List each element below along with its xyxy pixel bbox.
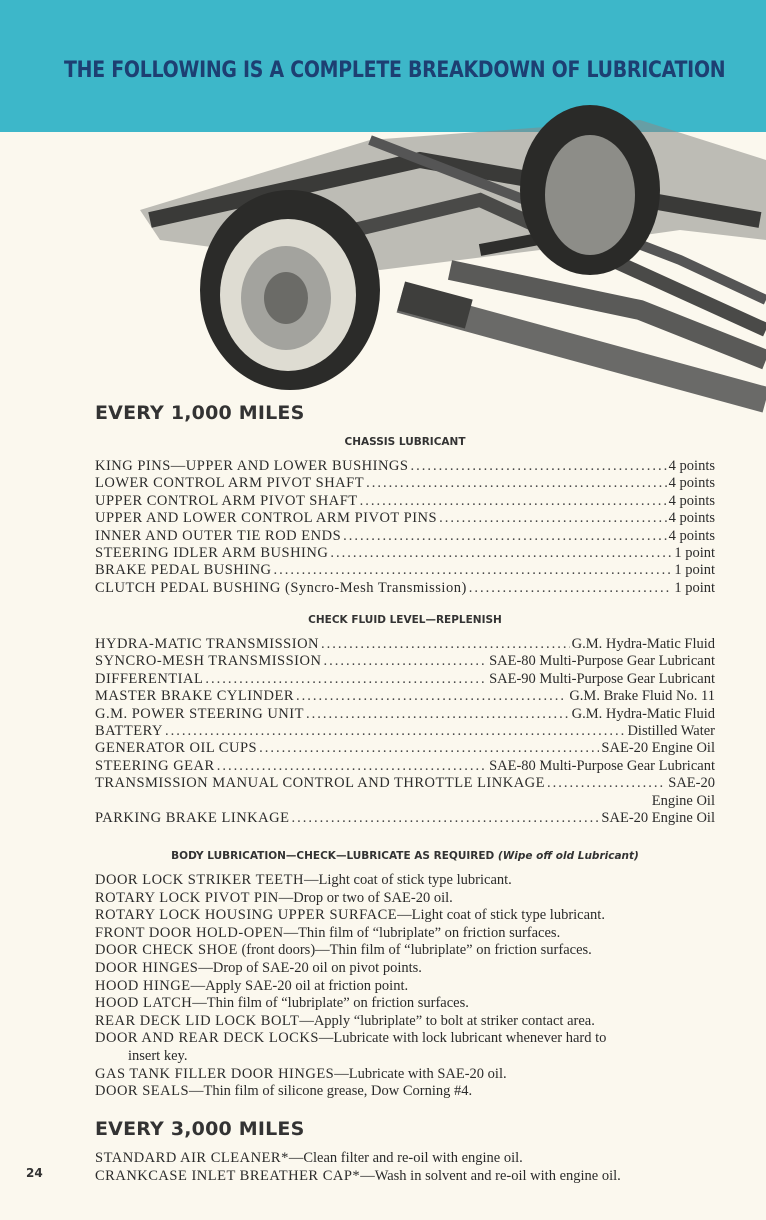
list-item: LOWER CONTROL ARM PIVOT SHAFT ..... 4 points bbox=[95, 475, 715, 492]
list-item: GENERATOR OIL CUPS ..... SAE-20 Engine Oil bbox=[95, 740, 715, 757]
list-item: DOOR AND REAR DECK LOCKS—Lubricate with lock lubricant whenever hard to insert key. bbox=[95, 1030, 607, 1064]
list-item: INNER AND OUTER TIE ROD ENDS ..... 4 points bbox=[95, 528, 715, 545]
list-item-continuation: Engine Oil bbox=[651, 792, 715, 809]
list-item: MASTER BRAKE CYLINDER ..... G.M. Brake Fluid No. 11 bbox=[95, 688, 715, 705]
list-item: CRANKCASE INLET BREATHER CAP*—Wash in solvent and re-oil with engine oil. bbox=[95, 1167, 621, 1184]
chassis-lubricant-list bbox=[95, 458, 715, 597]
list-item: DOOR LOCK STRIKER TEETH—Light coat of stick type lubricant. bbox=[95, 872, 512, 888]
list-item: DOOR HINGES—Drop of SAE-20 oil on pivot points. bbox=[95, 959, 422, 976]
body-lubrication-list bbox=[95, 872, 720, 1101]
section-heading-3000-miles: EVERY 3,000 MILES bbox=[95, 1118, 305, 1140]
list-item: BATTERY ..... Distilled Water bbox=[95, 723, 715, 740]
list-item: UPPER CONTROL ARM PIVOT SHAFT ..... 4 points bbox=[95, 493, 715, 510]
list-item: ROTARY LOCK PIVOT PIN—Drop or two of SAE-20 oil. bbox=[95, 889, 453, 906]
3000-miles-list bbox=[95, 1150, 720, 1185]
list-item: UPPER AND LOWER CONTROL ARM PIVOT PINS ..... 4 points bbox=[95, 510, 715, 527]
chassis-illustration bbox=[120, 100, 766, 430]
list-item: STEERING IDLER ARM BUSHING ..... 1 point bbox=[95, 545, 715, 562]
list-item: FRONT DOOR HOLD-OPEN—Thin film of “lubriplate” on friction surfaces. bbox=[95, 924, 561, 941]
list-item: G.M. POWER STEERING UNIT ..... G.M. Hydra-Matic Fluid bbox=[95, 706, 715, 723]
fluid-level-heading: CHECK FLUID LEVEL—REPLENISH bbox=[308, 614, 502, 626]
chassis-lubricant-heading: CHASSIS LUBRICANT bbox=[344, 436, 466, 448]
list-item: STANDARD AIR CLEANER*—Clean filter and re-oil with engine oil. bbox=[95, 1150, 523, 1166]
page-number: 24 bbox=[26, 1166, 43, 1180]
list-item: CLUTCH PEDAL BUSHING (Syncro-Mesh Transmission) ..... 1 point bbox=[95, 580, 715, 597]
section-heading-1000-miles: EVERY 1,000 MILES bbox=[95, 402, 305, 424]
list-item: DIFFERENTIAL ..... SAE-90 Multi-Purpose Gear Lubricant bbox=[95, 671, 715, 688]
list-item: REAR DECK LID LOCK BOLT—Apply “lubriplate” to bolt at striker contact area. bbox=[95, 1012, 595, 1029]
list-item: DOOR SEALS—Thin film of silicone grease, Dow Corning #4. bbox=[95, 1083, 473, 1100]
list-item: HOOD HINGE—Apply SAE-20 oil at friction point. bbox=[95, 977, 409, 994]
page-title: THE FOLLOWING IS A COMPLETE BREAKDOWN OF LUBRICATION bbox=[64, 58, 726, 83]
list-item: PARKING BRAKE LINKAGE ..... SAE-20 Engine Oil bbox=[95, 810, 715, 827]
list-item: KING PINS—UPPER AND LOWER BUSHINGS ..... 4 points bbox=[95, 458, 715, 475]
list-item: HYDRA-MATIC TRANSMISSION ..... G.M. Hydra-Matic Fluid bbox=[95, 636, 715, 653]
list-item: DOOR CHECK SHOE (front doors)—Thin film of “lubriplate” on friction surfaces. bbox=[95, 942, 592, 959]
list-item: ROTARY LOCK HOUSING UPPER SURFACE—Light coat of stick type lubricant. bbox=[95, 907, 605, 924]
fluid-level-list bbox=[95, 636, 715, 827]
list-item: GAS TANK FILLER DOOR HINGES—Lubricate with SAE-20 oil. bbox=[95, 1065, 507, 1082]
list-item: SYNCRO-MESH TRANSMISSION ..... SAE-80 Multi-Purpose Gear Lubricant bbox=[95, 653, 715, 670]
list-item: TRANSMISSION MANUAL CONTROL AND THROTTLE LINKAGE ..... SAE-20 bbox=[95, 775, 715, 792]
list-item: STEERING GEAR ..... SAE-80 Multi-Purpose Gear Lubricant bbox=[95, 758, 715, 775]
list-item: BRAKE PEDAL BUSHING ..... 1 point bbox=[95, 562, 715, 579]
body-lubrication-heading: BODY LUBRICATION—CHECK—LUBRICATE AS REQUIRED (Wipe off old Lubricant) bbox=[171, 850, 639, 862]
list-item: HOOD LATCH—Thin film of “lubriplate” on friction surfaces. bbox=[95, 995, 469, 1012]
